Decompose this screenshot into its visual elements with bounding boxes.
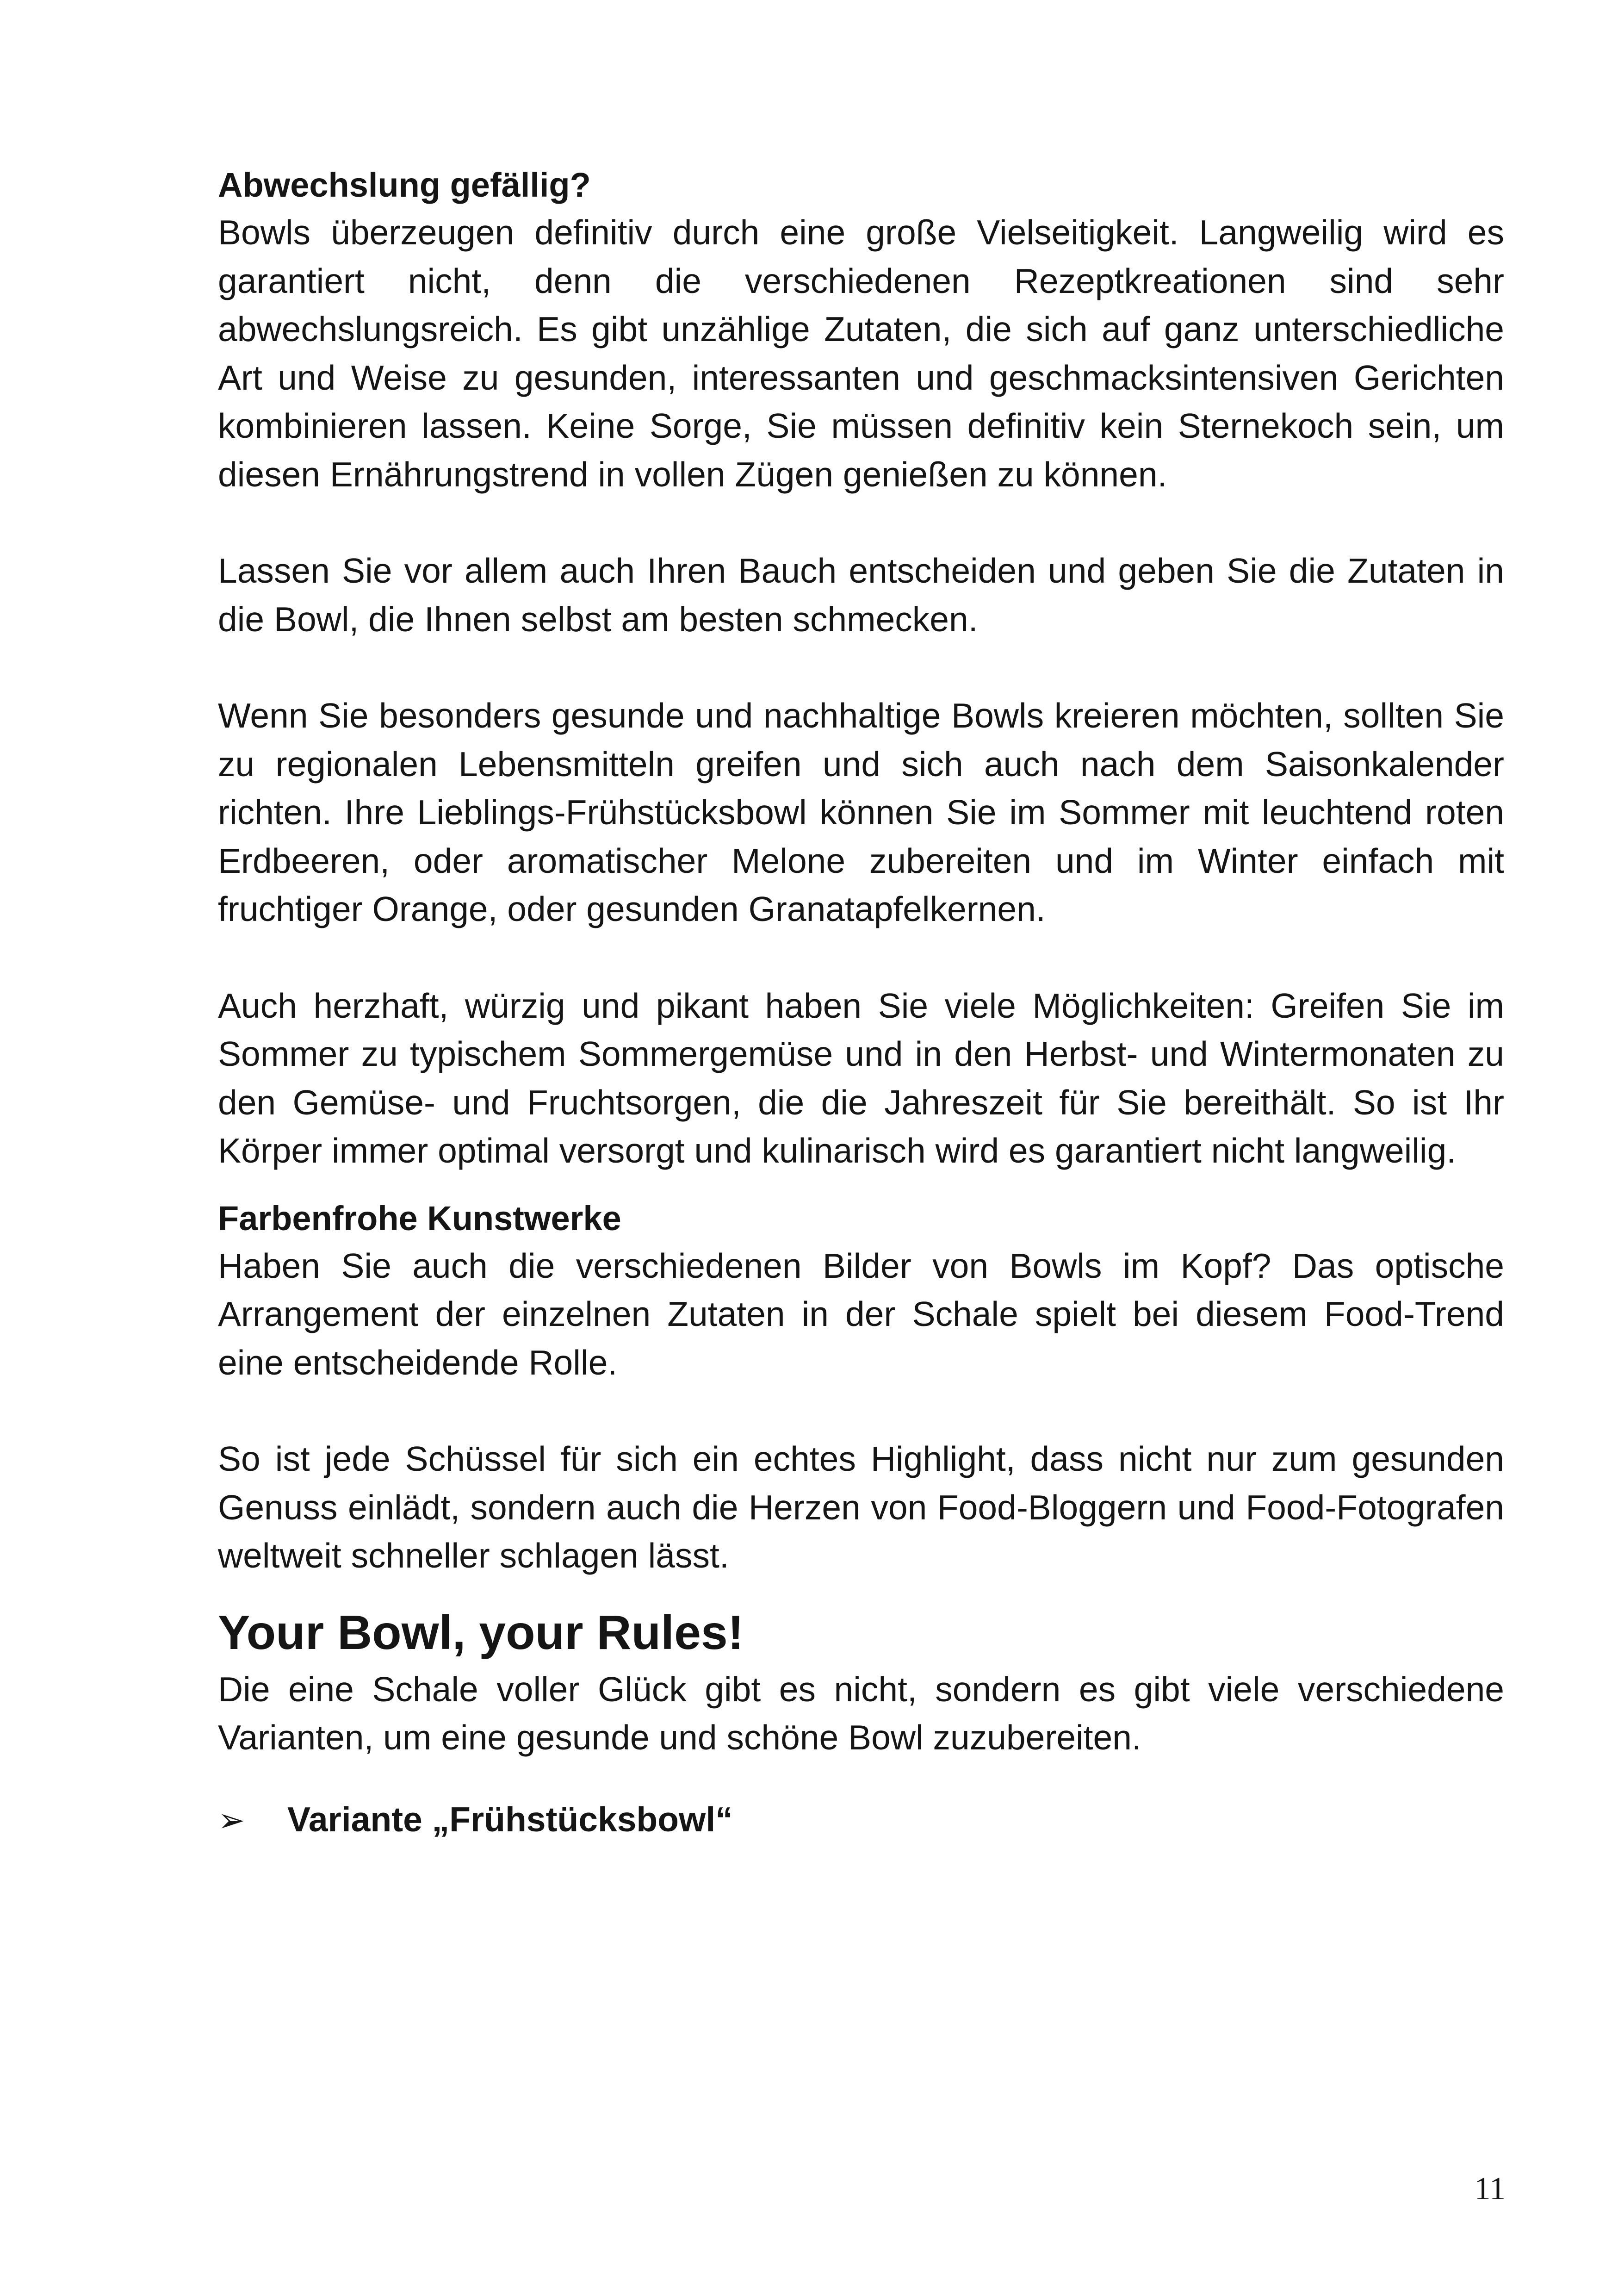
paragraph-gap bbox=[218, 1762, 1504, 1795]
paragraph: So ist jede Schüssel für sich ein echtes Highlight, dass nicht nur zum gesunden Genuss einlädt, sondern auch die Herzen von Food-Bloggern und Food-Fotografen weltweit schneller schlagen lässt. bbox=[218, 1439, 1504, 1575]
bullet-item bbox=[218, 1795, 1504, 1844]
paragraph: Wenn Sie besonders gesunde und nachhaltige Bowls kreieren möchten, sollten Sie zu regionalen Lebensmitteln greifen und sich auch nach dem Saisonkalender richten. Ihre Lieblings-Frühstücksbowl können Sie im Sommer mit leuchtend roten Erdbeeren, oder aromatischer Melone zubereiten und im Winter einfach mit fruchtiger Orange, oder gesunden Granatapfelkernen. bbox=[218, 696, 1504, 928]
page-content bbox=[218, 162, 1504, 1844]
paragraph: Bowls überzeugen definitiv durch eine große Vielseitigkeit. Langweilig wird es garantiert nicht, denn die verschiedenen Rezeptkreationen sind sehr abwechslungsreich. Es gibt unzählige Zutaten, die sich auf ganz unterschiedliche Art und Weise zu gesunden, interessanten und geschmacksintensiven Gerichten kombinieren lassen. Keine Sorge, Sie müssen definitiv kein Sternekoch sein, um diesen Ernährungstrend in vollen Zügen genießen zu können. bbox=[218, 213, 1504, 494]
bullet-label: Variante „Frühstücksbowl“ bbox=[287, 1799, 733, 1839]
section-gap bbox=[218, 1580, 1504, 1600]
paragraph: Haben Sie auch die verschiedenen Bilder von Bowls im Kopf? Das optische Arrangement der einzelnen Zutaten in der Schale spielt bei diesem Food-Trend eine entscheidende Rolle. bbox=[218, 1246, 1504, 1382]
section-gap bbox=[218, 1175, 1504, 1195]
section-heading-abwechslung: Abwechslung gefällig? bbox=[218, 166, 591, 204]
paragraph-gap bbox=[218, 933, 1504, 982]
paragraph-gap bbox=[218, 498, 1504, 547]
arrow-bullet-icon: ➢ bbox=[218, 1801, 245, 1839]
paragraph: Auch herzhaft, würzig und pikant haben Sie viele Möglichkeiten: Greifen Sie im Sommer zu typischem Sommergemüse und in den Herbst- und Wintermonaten zu den Gemüse- und Fruchtsorgen, die die Jahreszeit für Sie bereithält. So ist Ihr Körper immer optimal versorgt und kulinarisch wird es garantiert nicht langweilig. bbox=[218, 986, 1504, 1170]
paragraph-gap bbox=[218, 1387, 1504, 1435]
chapter-heading-your-bowl: Your Bowl, your Rules! bbox=[218, 1605, 744, 1660]
paragraph: Die eine Schale voller Glück gibt es nicht, sondern es gibt viele verschiedene Varianten, um eine gesunde und schöne Bowl zuzubereiten. bbox=[218, 1669, 1504, 1757]
page-number: 11 bbox=[1474, 2171, 1506, 2207]
paragraph: Lassen Sie vor allem auch Ihren Bauch entscheiden und geben Sie die Zutaten in die Bowl, die Ihnen selbst am besten schmecken. bbox=[218, 551, 1504, 639]
section-heading-farbenfrohe: Farbenfrohe Kunstwerke bbox=[218, 1199, 621, 1238]
paragraph-gap bbox=[218, 643, 1504, 691]
